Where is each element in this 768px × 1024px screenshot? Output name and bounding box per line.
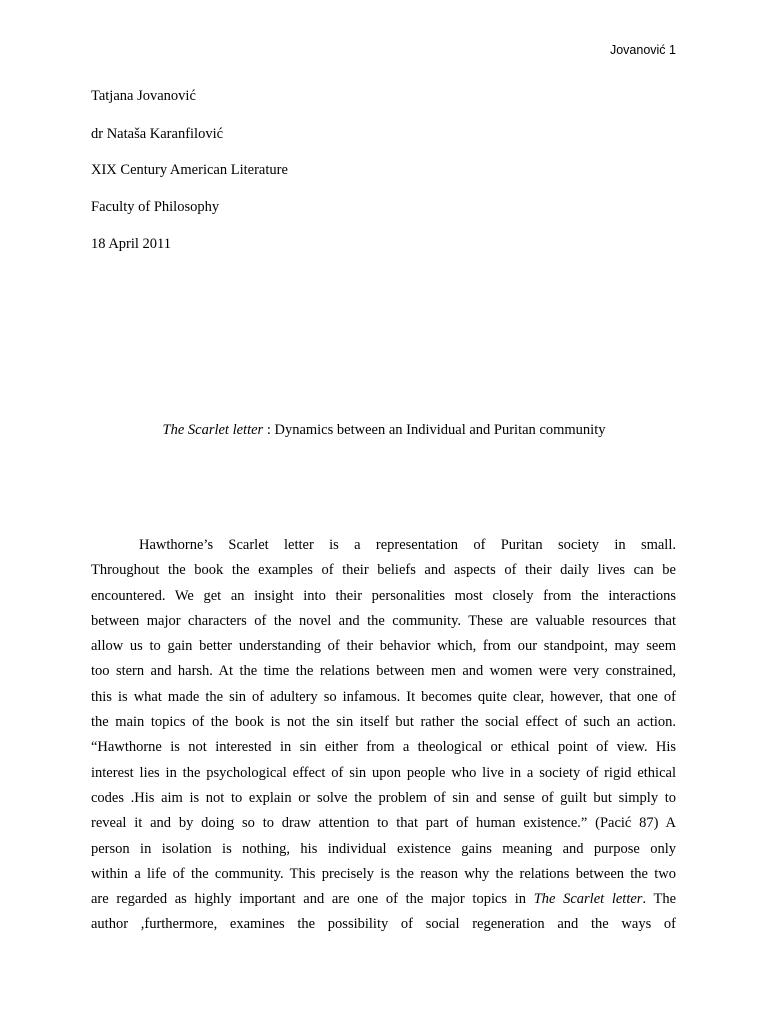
paper-title <box>0 421 768 439</box>
body-line: allow us to gain better understanding of their behavior which, from our standpoint, may seem <box>91 638 676 655</box>
running-head <box>610 43 676 57</box>
body-line-text: are regarded as highly important and are one of the major topics in <box>91 891 534 908</box>
faculty-name: Faculty of Philosophy <box>91 199 220 215</box>
running-head-surname: Jovanović <box>609 43 666 57</box>
body-line: the main topics of the book is not the sin itself but rather the social effect of such an action. <box>91 714 676 731</box>
body-line: reveal it and by doing so to draw attention to that part of human existence.” (Pacić 87) A <box>91 815 676 832</box>
page-number: 1 <box>669 43 676 57</box>
body-line: codes .His aim is not to explain or solve the problem of sin and sense of guilt but simply to <box>91 789 676 806</box>
title-rest: Dynamics between an Individual and Puritan community <box>274 422 606 438</box>
title-separator: : <box>263 422 275 438</box>
submission-date: 18 April 2011 <box>91 236 172 252</box>
italic-work-title: The Scarlet letter <box>533 891 643 908</box>
body-line: Hawthorne’s Scarlet letter is a representation of Puritan society in small. <box>139 537 676 553</box>
body-line: person in isolation is nothing, his individual existence gains meaning and purpose only <box>91 840 676 857</box>
body-line: this is what made the sin of adultery so infamous. It becomes quite clear, however, that one of <box>91 688 676 705</box>
body-line: interest lies in the psychological effect of sin upon people who live in a society of rigid ethical <box>91 764 676 781</box>
body-line: Throughout the book the examples of their beliefs and aspects of their daily lives can be <box>91 562 676 579</box>
body-line: “Hawthorne is not interested in sin either from a theological or ethical point of view. His <box>91 739 676 756</box>
title-italic-work: The Scarlet letter <box>162 422 264 438</box>
instructor-name: dr Nataša Karanfilović <box>91 126 224 142</box>
body-line: encountered. We get an insight into their personalities most closely from the interactions <box>91 587 676 604</box>
course-name: XIX Century American Literature <box>91 162 288 178</box>
body-line <box>91 887 676 912</box>
body-line: between major characters of the novel and the community. These are valuable resources that <box>91 612 676 629</box>
body-paragraph <box>91 533 676 938</box>
student-name: Tatjana Jovanović <box>91 88 196 104</box>
body-line: author ,furthermore, examines the possibility of social regeneration and the ways of <box>91 916 676 933</box>
body-line: too stern and harsh. At the time the relations between men and women were very constrained, <box>91 663 676 680</box>
body-line-text: . The <box>642 891 676 908</box>
body-line: within a life of the community. This precisely is the reason why the relations between the two <box>91 865 676 882</box>
